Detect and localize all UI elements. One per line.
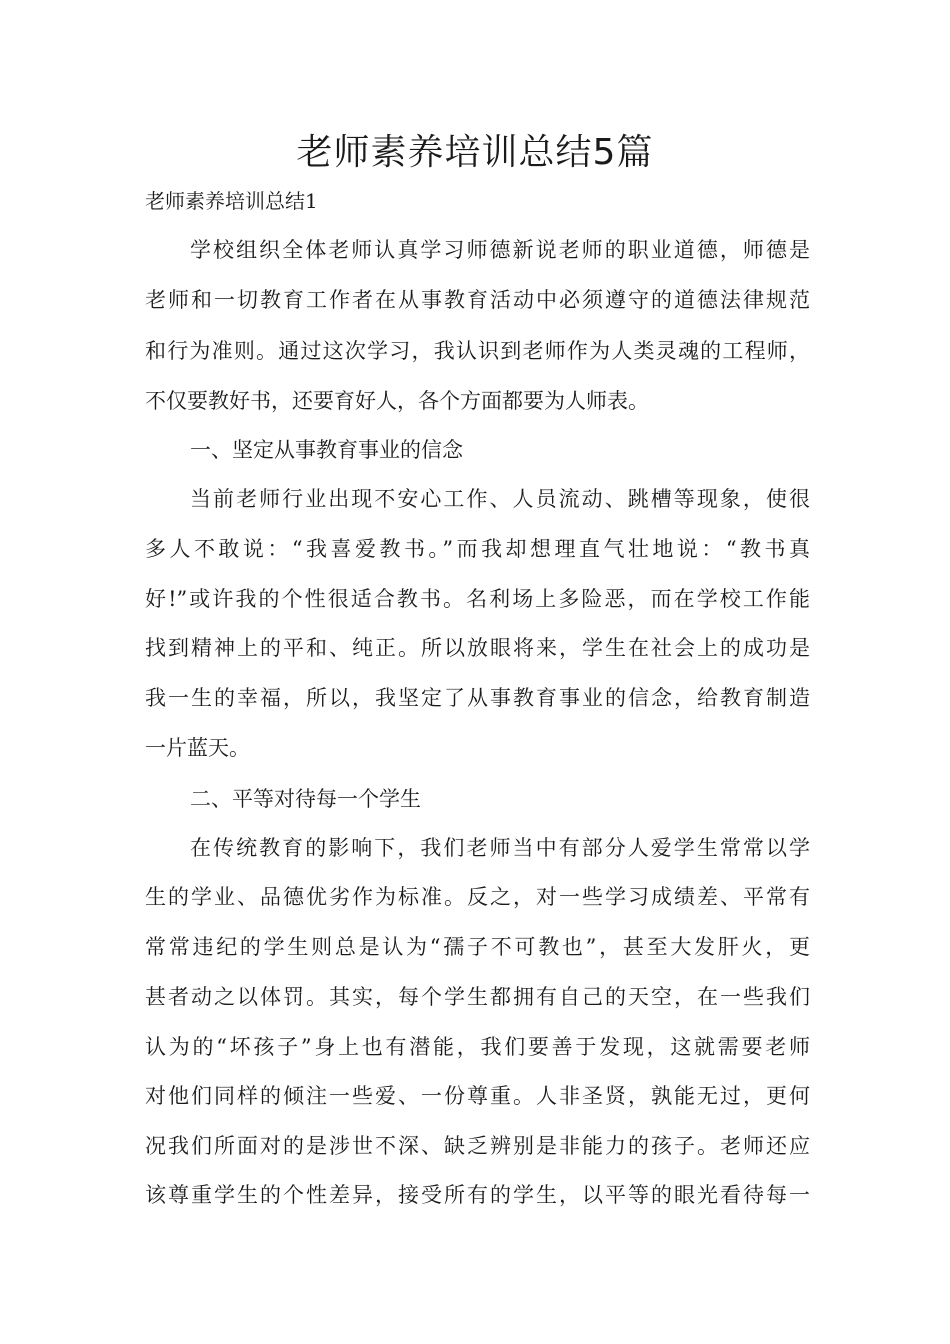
text-line: 学校组织全体老师认真学习师德新说老师的职业道德，师德是 — [190, 238, 810, 262]
text-line: 生的学业、品德优劣作为标准。反之，对一些学习成绩差、平常有 — [145, 885, 810, 909]
text-line: 对他们同样的倾注一些爱、一份尊重。人非圣贤，孰能无过，更何 — [145, 1084, 810, 1108]
text-line: 认为的“坏孩子”身上也有潜能，我们要善于发现，这就需要老师 — [145, 1035, 810, 1059]
text-line: 老师和一切教育工作者在从事教育活动中必须遵守的道德法律规范 — [145, 288, 810, 312]
text-line: 一片蓝天。 — [145, 736, 250, 760]
text-line: 当前老师行业出现不安心工作、人员流动、跳槽等现象，使很 — [190, 487, 810, 511]
text-line: 甚者动之以体罚。其实，每个学生都拥有自己的天空，在一些我们 — [145, 985, 810, 1009]
section-heading: 二、平等对待每一个学生 — [190, 787, 421, 811]
text-line: 不仅要教好书，还要育好人，各个方面都要为人师表。 — [145, 389, 649, 413]
document-title: 老师素养培训总结5篇 — [296, 132, 654, 173]
text-line: 多人不敢说：“我喜爱教书。”而我却想理直气壮地说：“教书真 — [145, 537, 810, 561]
text-line: 我一生的幸福，所以，我坚定了从事教育事业的信念，给教育制造 — [145, 686, 810, 710]
text-line: 况我们所面对的是涉世不深、缺乏辨别是非能力的孩子。老师还应 — [145, 1134, 810, 1158]
text-line: 好!”或许我的个性很适合教书。名利场上多险恶，而在学校工作能 — [145, 587, 810, 611]
text-line: 找到精神上的平和、纯正。所以放眼将来，学生在社会上的成功是 — [145, 636, 810, 660]
section-subtitle: 老师素养培训总结1 — [145, 189, 318, 213]
section-heading: 一、坚定从事教育事业的信念 — [190, 438, 463, 462]
text-line: 该尊重学生的个性差异，接受所有的学生，以平等的眼光看待每一 — [145, 1183, 810, 1207]
text-line: 在传统教育的影响下，我们老师当中有部分人爱学生常常以学 — [190, 836, 810, 860]
text-line: 和行为准则。通过这次学习，我认识到老师作为人类灵魂的工程师， — [145, 339, 810, 363]
text-line: 常常违纪的学生则总是认为“孺子不可教也”，甚至大发肝火，更 — [145, 935, 810, 959]
